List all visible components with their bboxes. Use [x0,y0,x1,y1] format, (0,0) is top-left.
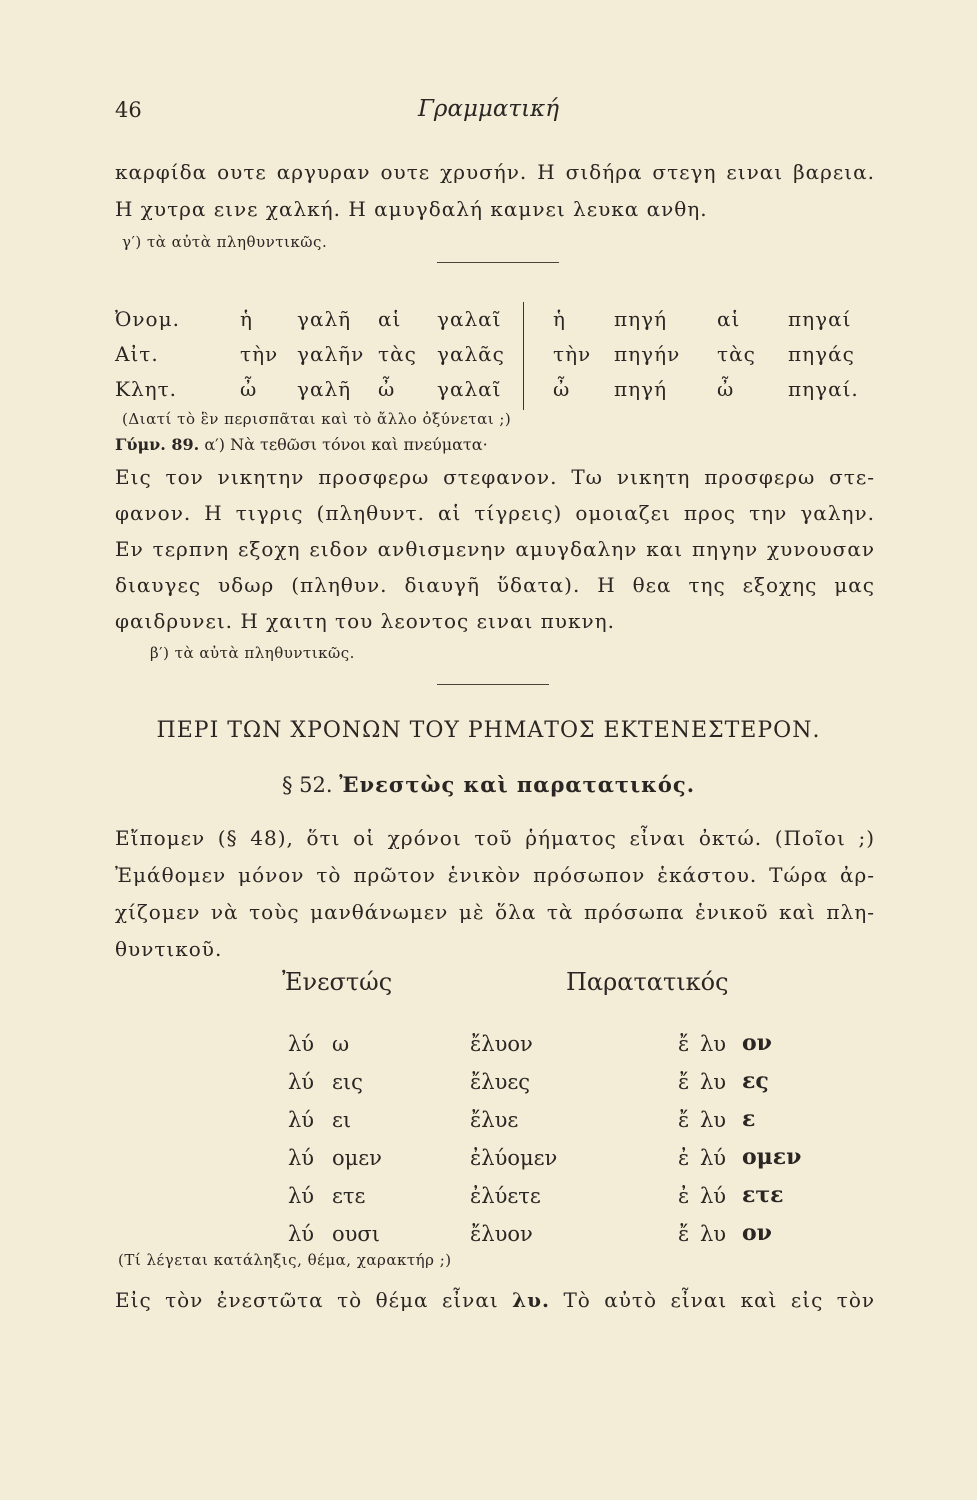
paragraph-line-2: Ἐμάθομεν μόνον τὸ πρῶτον ἑνικὸν πρόσωπον ἑκάστου. Τώρα ἀρ- [115,863,875,887]
paragraph-line-3: χίζομεν νὰ τοὺς μανθάνωμεν μὲ ὅλα τὰ πρόσωπα ἑνικοῦ καὶ πλη- [115,900,875,924]
case-labels: Ὀνομ. Αἰτ. Κλητ. [115,307,180,401]
galh-plural: γαλαῖ γαλᾶς γαλαῖ [437,307,505,401]
accent-question: (Διατί τὸ ἓν περισπᾶται καὶ τὸ ἄλλο ὀξύνεται ;) [122,410,512,428]
galh-sg-article: ἡ τὴν ὦ [240,307,279,401]
imperfect-header: Παρατατικός [566,968,729,996]
exercise-line-5: φαιδρυνει. Η χαιτη του λεοντος ειναι πυκνη. [115,609,615,633]
phgh-sg-article: ἡ τὴν ὦ [553,307,592,401]
phgh-singular: πηγή πηγήν πηγή [614,307,681,401]
divider [437,262,559,263]
exercise-note: β′) τὰ αὐτὰ πληθυντικῶς. [150,644,355,662]
closing-after: Τὸ αὐτὸ εἶναι καὶ εἰς τὸν [563,1288,876,1312]
intro-line-1: καρφίδα ουτε αργυραν ουτε χρυσήν. Η σιδήρα στεγη ειναι βαρεια. [115,160,875,184]
closing-stem: λυ. [512,1288,550,1312]
section-subheading [0,772,977,797]
present-endings: ω εις ει ομεν ετε ουσι [332,1032,382,1246]
table-divider [523,302,524,410]
exercise-label: Γύμν. 89. [115,435,200,454]
present-header: Ἐνεστώς [282,968,393,996]
exercise-line-1: Εις τον νικητην προσφερω στεφανον. Τω νικητη προσφερω στε- [115,465,875,489]
closing-before: Εἰς τὸν ἐνεστῶτα τὸ θέμα εἶναι [115,1288,499,1312]
closing-line [115,1288,875,1312]
galh-pl-article: αἱ τὰς ὦ [378,307,417,401]
section-subtitle: Ἐνεστὼς καὶ παρατατικός. [339,772,696,797]
imperfect-forms: ἔλυον ἔλυες ἔλυε ἐλύομεν ἐλύετε ἔλυον [470,1032,558,1246]
imperfect-endings: ον ες ε ομεν ετε ον [742,1030,802,1246]
present-stems: λύ λύ λύ λύ λύ λύ [288,1032,315,1246]
imperfect-stems: λυ λυ λυ λύ λύ λυ [700,1032,727,1246]
intro-note: γ′) τὰ αὐτὰ πληθυντικῶς. [122,233,328,251]
exercise-instruction: α′) Νὰ τεθῶσι τόνοι καὶ πνεύματα· [204,435,488,454]
galh-singular: γαλῆ γαλῆν γαλῆ [297,307,365,401]
question-terms: (Τί λέγεται κατάληξις, θέμα, χαρακτήρ ;) [118,1251,452,1269]
phgh-pl-article: αἱ τὰς ὦ [717,307,756,401]
phgh-plural: πηγαί πηγάς πηγαί. [788,307,859,401]
intro-line-2: Η χυτρα εινε χαλκή. Η αμυγδαλή καμνει λευκα ανθη. [115,197,708,221]
divider [437,684,549,685]
augments: ἔ ἔ ἔ ἐ ἐ ἔ [678,1032,690,1246]
section-heading: ΠΕΡΙ ΤΩΝ ΧΡΟΝΩΝ ΤΟΥ ΡΗΜΑΤΟΣ ΕΚΤΕΝΕΣΤΕΡΟΝ. [156,718,821,743]
section-number: § 52. [281,773,333,797]
paragraph-line-1: Εἴπομεν (§ 48), ὅτι οἱ χρόνοι τοῦ ῥήματος εἶναι ὀκτώ. (Ποῖοι ;) [115,826,875,850]
exercise-heading [115,435,488,454]
exercise-line-2: φανον. Η τιγρις (πληθυντ. αἱ τίγρεις) ομοιαζει προς την γαλην. [115,501,875,525]
running-title: Γραμματική [417,96,560,122]
exercise-line-3: Εν τερπνη εξοχη ειδον ανθισμενην αμυγδαλην και πηγην χυνουσαν [115,537,875,561]
page-number: 46 [115,98,142,122]
paragraph-line-4: θυντικοῦ. [115,937,223,961]
exercise-line-4: διαυγες υδωρ (πληθυν. διαυγῆ ὕδατα). Η θεα της εξοχης μας [115,573,875,597]
